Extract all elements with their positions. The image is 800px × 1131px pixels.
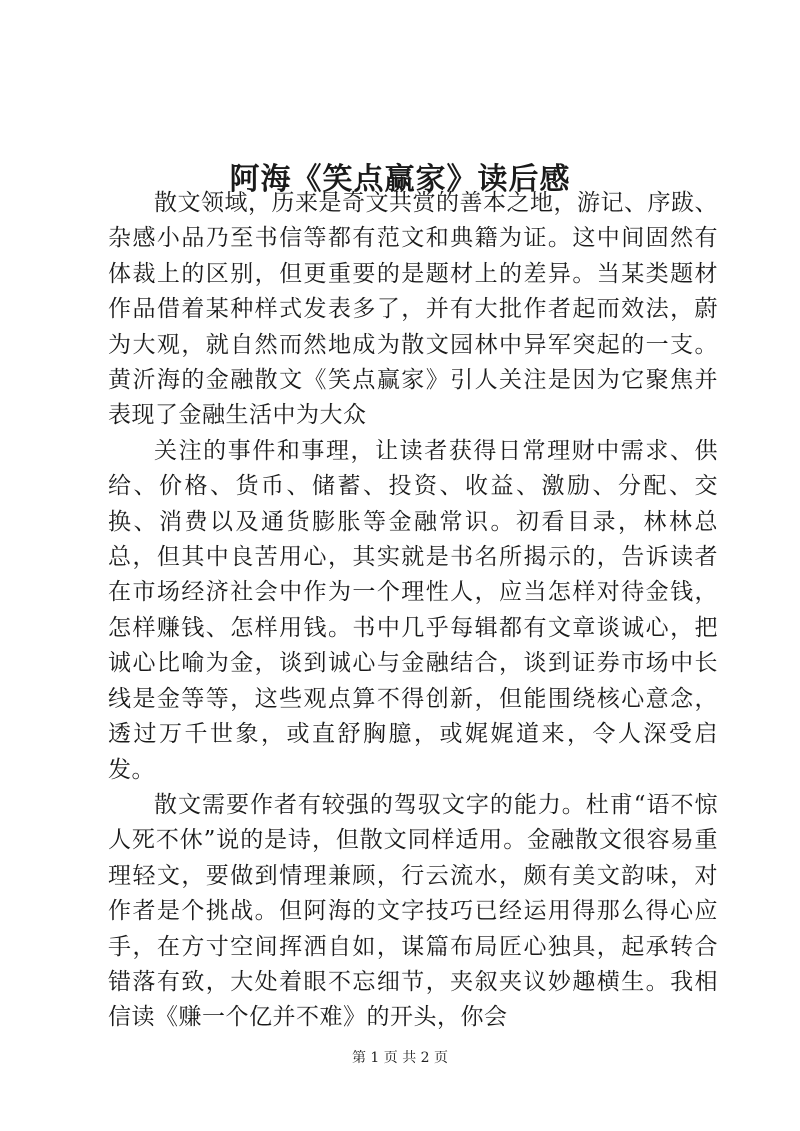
page-footer: 第 1 页 共 2 页	[351, 1050, 449, 1066]
article-body	[108, 186, 718, 1036]
paragraph-1: 散文领域，历来是奇文共赏的善本之地，游记、序跋、杂感小品乃至书信等都有范文和典籍为证。这中间固然有体裁上的区别，但更重要的是题材上的差异。当某类题材作品借着某种样式发表多了，并有大批作者起而效法，蔚为大观，就自然而然地成为散文园林中异军突起的一支。黄沂海的金融散文《笑点赢家》引人关注是因为它聚焦并表现了金融生活中为大众	[108, 190, 718, 429]
paragraph-2: 关注的事件和事理，让读者获得日常理财中需求、供给、价格、货币、储蓄、投资、收益、激励、分配、交换、消费以及通货膨胀等金融常识。初看目录，林林总总，但其中良苦用心，其实就是书名所揭示的，告诉读者在市场经济社会中作为一个理性人，应当怎样对待金钱，怎样赚钱、怎样用钱。书中几乎每辑都有文章谈诚心，把诚心比喻为金，谈到诚心与金融结合，谈到证券市场中长线是金等等，这些观点算不得创新，但能围绕核心意念，透过万千世象，或直舒胸臆，或娓娓道来，令人深受启发。	[108, 437, 718, 783]
page-title: 阿海《笑点赢家》读后感	[229, 162, 571, 198]
paragraph-3: 散文需要作者有较强的驾驭文字的能力。杜甫“语不惊人死不休”说的是诗，但散文同样适用。金融散文很容易重理轻文，要做到情理兼顾，行云流水，颇有美文韵味，对作者是个挑战。但阿海的文字技巧已经运用得那么得心应手，在方寸空间挥洒自如，谋篇布局匠心独具，起承转合错落有致，大处着眼不忘细节，夹叙夹议妙趣横生。我相信读《赚一个亿并不难》的开头，你会	[108, 791, 718, 1031]
